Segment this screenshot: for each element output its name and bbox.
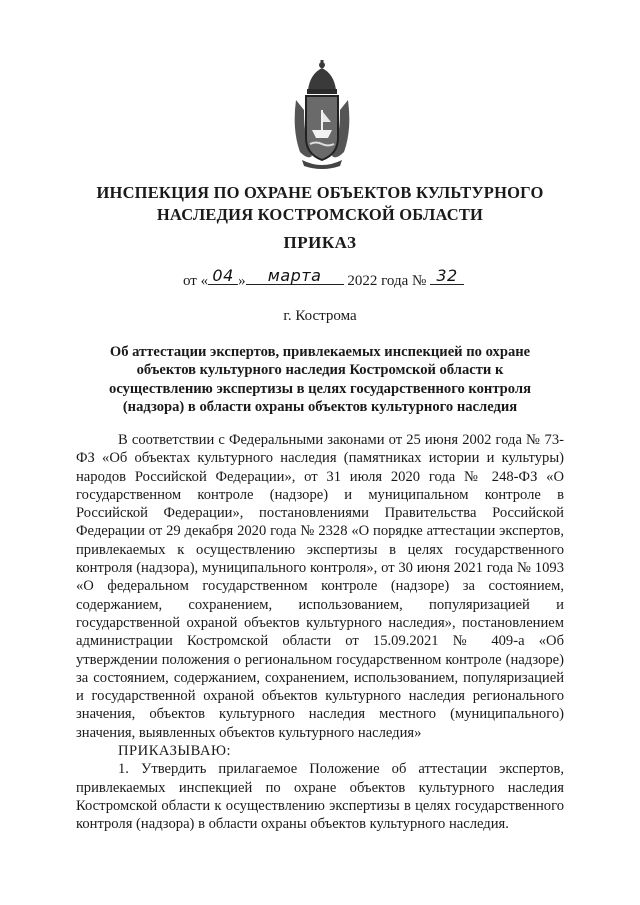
order-word: ПРИКАЗЫВАЮ: bbox=[118, 743, 232, 760]
coat-of-arms-icon bbox=[290, 60, 354, 170]
date-day: 04 bbox=[212, 266, 234, 285]
date-prefix: от « bbox=[183, 273, 209, 289]
date-mid: » bbox=[238, 273, 246, 289]
doc-number-field bbox=[430, 268, 464, 285]
date-number-line bbox=[183, 268, 464, 290]
preamble-paragraph: В соответствии с Федеральными законами от 25 июня 2002 года № 73-ФЗ «Об объектах культурного наследия (памятниках истории и культуры) народов Российской Федерации», от 31 июля 2020 года № 248-ФЗ «О государственном контроле (надзоре) и муниципальном контроле в Российской Федерации», постановлениями Правительства Российской Федерации от 29 декабря 2020 года № 2328 «О порядке аттестации экспертов, привлекаемых к осуществлению экспертизы в целях государственного контроля (надзора), муниципального контроля», от 30 июня 2021 года № 1093 «О федеральном государственном контроле (надзоре) за состоянием, содержанием, сохранением, использованием, популяризацией и государственной охраной объектов культурного наследия», постановлением администрации Костромской области от 15.09.2021 № 409-а «Об утверждении положения о региональном государственном контроле (надзоре) за состоянием, содержанием, сохранением, использованием, популяризацией и государственной охраной объектов культурного наследия регионального значения, объектов культурного наследия местного (муниципального) значения, выявленных объектов культурного наследия» bbox=[76, 432, 564, 741]
organization-line-2: НАСЛЕДИЯ КОСТРОМСКОЙ ОБЛАСТИ bbox=[156, 205, 484, 224]
date-month: марта bbox=[267, 266, 322, 285]
city: г. Кострома bbox=[283, 308, 357, 324]
order-item-1: 1. Утвердить прилагаемое Положение об аттестации экспертов, привлекаемых инспекцией по охране объектов культурного наследия Костромской области к осуществлению экспертизы в целях государственного контроля (надзора) в области охраны объектов культурного наследия. bbox=[76, 761, 564, 833]
date-day-field bbox=[208, 268, 238, 285]
document-type: ПРИКАЗ bbox=[283, 233, 357, 252]
order-body bbox=[76, 431, 564, 834]
date-year-text: 2022 года № bbox=[347, 273, 427, 289]
date-month-field bbox=[246, 268, 344, 285]
order-subject: Об аттестации экспертов, привлекаемых инспекцией по охране объектов культурного наследия Костромской области к осуществлению экспертизы в целях государственного контроля (надзора) в области охраны объектов культурного наследия bbox=[109, 344, 531, 415]
doc-number: 32 bbox=[436, 266, 458, 285]
organization-line-1: ИНСПЕКЦИЯ ПО ОХРАНЕ ОБЪЕКТОВ КУЛЬТУРНОГО bbox=[96, 183, 544, 202]
organization-name bbox=[60, 182, 580, 226]
